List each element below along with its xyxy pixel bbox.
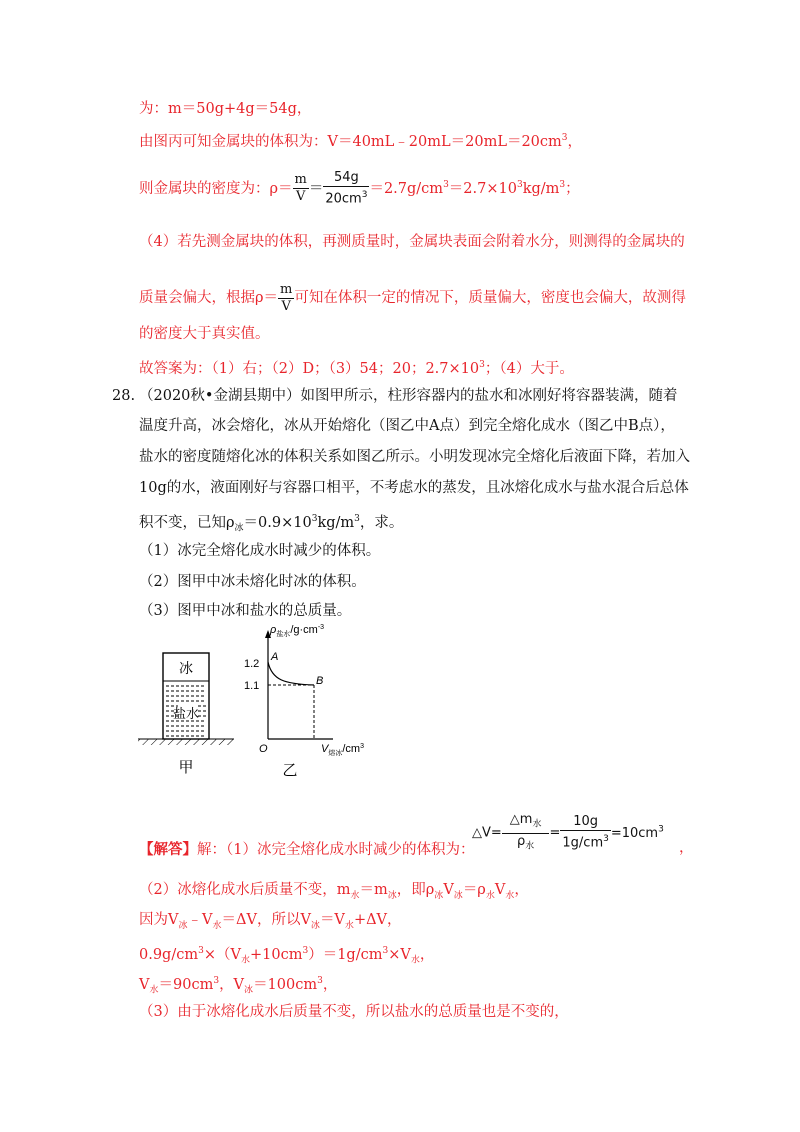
question-line3: 盐水的密度随熔化冰的体积关系如图乙所示。小明发现冰完全熔化后液面下降，若加入	[139, 449, 690, 465]
answer-line6: （3）由于冰熔化成水后质量不变，所以盐水的总质量也是不变的，	[139, 1004, 569, 1020]
solution-mass-line: 为：m＝50g+4g＝54g，	[139, 101, 312, 117]
part4-fraction-mv: $\frac{m}{V}$	[280, 281, 293, 314]
jia-caption: 甲	[178, 759, 194, 776]
answer-eq-comma: ，	[679, 840, 694, 856]
question-sub1: （1）冰完全熔化成水时减少的体积。	[139, 543, 381, 559]
answer-tag: 【解答】	[139, 841, 197, 858]
eq-fraction-2: $\frac{10g}{1g/cm^3}$	[562, 814, 609, 851]
solution-part4-line1: （4）若先测金属块的体积，再测质量时，金属块表面会附着水分，则测得的金属块的	[139, 234, 685, 250]
point-b: B	[316, 675, 324, 687]
question-line1: （2020秋•金湖县期中）如图甲所示，柱形容器内的盐水和冰刚好将容器装满，随着	[139, 388, 678, 404]
answer-line1: 【解答】解：（1）冰完全熔化成水时减少的体积为：	[139, 841, 475, 858]
question-line4: 10g的水，液面刚好与容器口相平，不考虑水的蒸发，且冰熔化成水与盐水混合后总体	[139, 480, 689, 496]
question-figure	[138, 622, 388, 780]
answer-line5: $V_水=90cm^3$，$V_冰=100cm^3$，	[139, 976, 338, 996]
answer-delta-v-equation: △V= $\frac{\triangle m_水}{\rho_水}$ = $\frac{10g}{1g/cm^3}$ $=10cm^3$	[472, 812, 664, 854]
solution-part4-line2: 质量会偏大，根据ρ＝ $\frac{m}{V}$ 可知在体积一定的情况下，质量偏大，密度也会偏大，故测得	[139, 281, 686, 314]
ground-hatch	[138, 739, 234, 745]
density-fraction-values: $\frac{54g}{20cm^3}$	[325, 170, 368, 207]
solution-density-line: 则金属块的密度为：ρ＝ $\frac{m}{V}$ ＝ $\frac{54g}{20cm^3}$ $=2.7g/cm^3=2.7\times 10^3kg/m^3$；	[139, 170, 580, 207]
origin-label: O	[259, 743, 268, 755]
eq-fraction-1: $\frac{\triangle m_水}{\rho_水}$	[502, 812, 550, 854]
question-sub3: （3）图甲中冰和盐水的总质量。	[139, 603, 352, 619]
solution-part4-line3: 的密度大于真实值。	[139, 326, 270, 342]
density-curve	[268, 662, 314, 685]
question-line2: 温度升高，冰会熔化，冰从开始熔化（图乙中A点）到完全熔化成水（图乙中B点），	[139, 418, 675, 434]
question-sub2: （2）图甲中冰未熔化时冰的体积。	[139, 574, 366, 590]
figure-yi-graph	[244, 624, 364, 779]
solution-volume-line: 由图丙可知金属块的体积为：$V=40mL﹣20mL=20mL=20cm^3$，	[139, 133, 583, 150]
tick-1-1: 1.1	[244, 680, 260, 692]
yi-caption: 乙	[282, 762, 298, 779]
point-a: A	[271, 651, 279, 663]
answer-line3: 因为$V_冰﹣V_水=\Delta V$，所以$V_冰=V_水+\Delta V$，	[139, 912, 402, 931]
jia-brine-label: 盐水	[172, 706, 200, 721]
figure-jia-container	[138, 653, 234, 776]
answer-line2: （2）冰熔化成水后质量不变，$m_水=m_冰$，即$\rho_冰V_冰=\rho_水V_水$，	[139, 882, 529, 901]
jia-ice-label: 冰	[179, 660, 193, 676]
y-axis-label: $\rho_{盐水}/g\cdot cm^{-3}$	[270, 624, 325, 638]
x-axis-label: $V_{熔冰}/cm^3$	[321, 743, 364, 757]
tick-1-2: 1.2	[244, 658, 260, 670]
density-fraction-mv: $\frac{m}{V}$	[294, 172, 307, 205]
question-line5: 积不变，已知$\rho_冰=0.9\times 10^3kg/m^3$，求。	[139, 514, 404, 534]
answer-line4: $0.9g/cm^3\times(V_水+10cm^3)=1g/cm^3\times V_水$，	[139, 946, 435, 966]
question-number: 28.	[112, 388, 136, 404]
solution-answer-line: 故答案为：（1）右；（2）D；（3）54；20；$2.7\times 10^3$；（4）大于。	[139, 360, 574, 377]
